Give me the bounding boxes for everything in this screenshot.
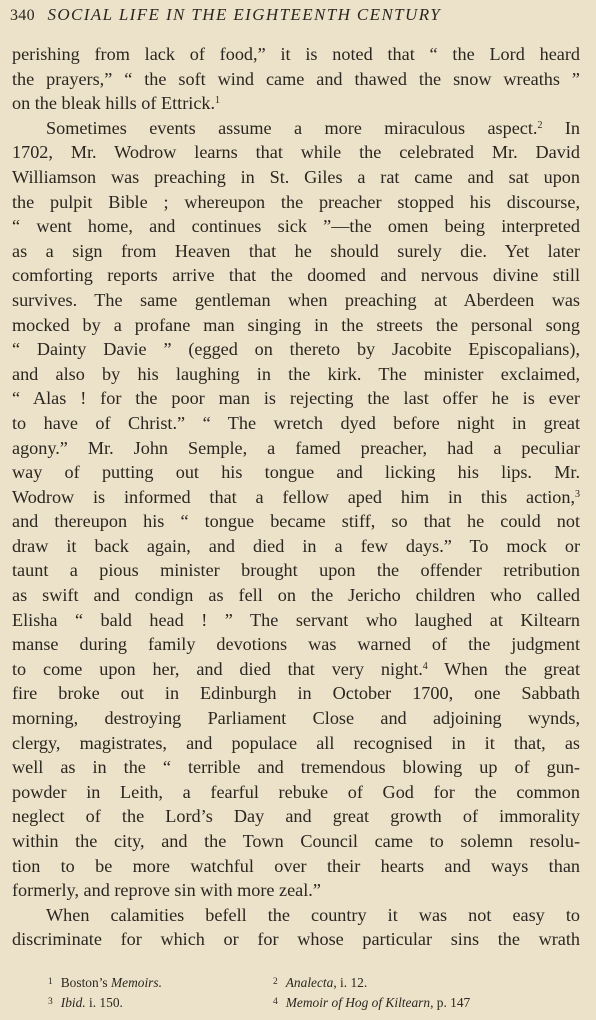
page-header: [10, 5, 590, 29]
text-line: When calamities befell the country it was not easy to: [46, 904, 580, 925]
running-title: SOCIAL LIFE IN THE EIGHTEENTH CENTURY: [47, 5, 442, 24]
footnote-ref: 1: [215, 95, 221, 107]
text-line: Williamson was preaching in St. Giles a rat came and sat upon: [12, 166, 580, 187]
text-line: perishing from lack of food,” it is noted that “ the Lord heard: [12, 44, 580, 64]
text-line: well as in the “ terrible and tremendous blowing up of gun-: [12, 757, 580, 778]
footnote-ref: 4: [422, 660, 428, 672]
text-line: survives. The same gentleman when preaching at Aberdeen was: [12, 289, 580, 310]
text-line: and also by his laughing in the kirk. The minister exclaimed,: [12, 363, 580, 384]
text-line: mocked by a profane man singing in the streets the personal song: [12, 314, 580, 335]
footnote-2: $^2$ Analecta, i. 12.: [273, 975, 368, 990]
text-line: Elisha “ bald head ! ” The servant who laughed at Kiltearn: [12, 609, 580, 630]
text-line: morning, destroying Parliament Close and adjoining wynds,: [12, 708, 580, 729]
footnote-row: [48, 972, 568, 992]
text-line: tion to be more watchful over their hearts and ways than: [12, 855, 580, 876]
text-line: manse during family devotions was warned of the judgment: [12, 634, 580, 655]
text-line: 1702, Mr. Wodrow learns that while the celebrated Mr. David: [12, 142, 580, 163]
footnote-3: $^3$ Ibid. i. 150.: [48, 995, 123, 1010]
text-line: fire broke out in Edinburgh in October 1700, one Sabbath: [12, 683, 580, 704]
text-line: to have of Christ.” “ The wretch dyed before night in great: [12, 412, 580, 433]
text-line: to come upon her, and died that very night.$^4$ When the great: [12, 658, 580, 679]
text-line: “ Dainty Davie ” (egged on thereto by Jacobite Episcopalians),: [12, 339, 580, 360]
text-line: discriminate for which or for whose particular sins the wrath: [12, 929, 580, 950]
text-line: powder in Leith, a fearful rebuke of God for the common: [12, 781, 580, 802]
text-line: “ went home, and continues sick ”—the omen being interpreted: [12, 216, 580, 237]
text-line: “ Alas ! for the poor man is rejecting the last offer he is ever: [12, 388, 580, 409]
text-line: within the city, and the Town Council came to solemn resolu-: [12, 831, 580, 851]
text-line: agony.” Mr. John Semple, a famed preacher, had a peculiar: [12, 437, 580, 458]
text-line: as a sign from Heaven that he should surely die. Yet later: [12, 240, 580, 261]
text-line: way of putting out his tongue and licking his lips. Mr.: [12, 462, 580, 483]
text-line: on the bleak hills of Ettrick.$^1$: [12, 93, 221, 114]
footnote-ref: 3: [575, 488, 580, 500]
footnote-row: [48, 992, 568, 1012]
text-line: Sometimes events assume a more miraculous aspect.$^2$ In: [46, 117, 580, 138]
text-line: as swift and condign as fell on the Jericho children who called: [12, 585, 580, 606]
footnote-4: $^4$ Memoir of Hog of Kiltearn, p. 147: [273, 995, 471, 1010]
footnotes: [48, 972, 568, 1012]
text-line: clergy, magistrates, and populace all recognised in it that, as: [12, 732, 580, 753]
text-line: Wodrow is informed that a fellow aped him in this action,$^3$: [12, 486, 580, 507]
page-number: 340: [10, 7, 35, 24]
text-line: the prayers,” “ the soft wind came and thawed the snow wreaths ”: [12, 68, 580, 89]
body-text: [12, 42, 580, 952]
text-line: draw it back again, and died in a few days.” To mock or: [12, 535, 580, 556]
text-line: formerly, and reprove sin with more zeal.”: [12, 880, 321, 901]
text-line: and thereupon his “ tongue became stiff, so that he could not: [12, 511, 580, 532]
footnote-ref: 2: [537, 119, 543, 131]
footnote-1: $^1$ Boston’s Memoirs.: [48, 975, 162, 990]
text-line: the pulpit Bible ; whereupon the preacher stopped his discourse,: [12, 191, 580, 212]
text-line: comforting reports arrive that the doomed and nervous divine still: [12, 265, 580, 286]
text-line: neglect of the Lord’s Day and great growth of immorality: [12, 806, 580, 827]
text-line: taunt a pious minister brought upon the offender retribution: [12, 560, 580, 581]
